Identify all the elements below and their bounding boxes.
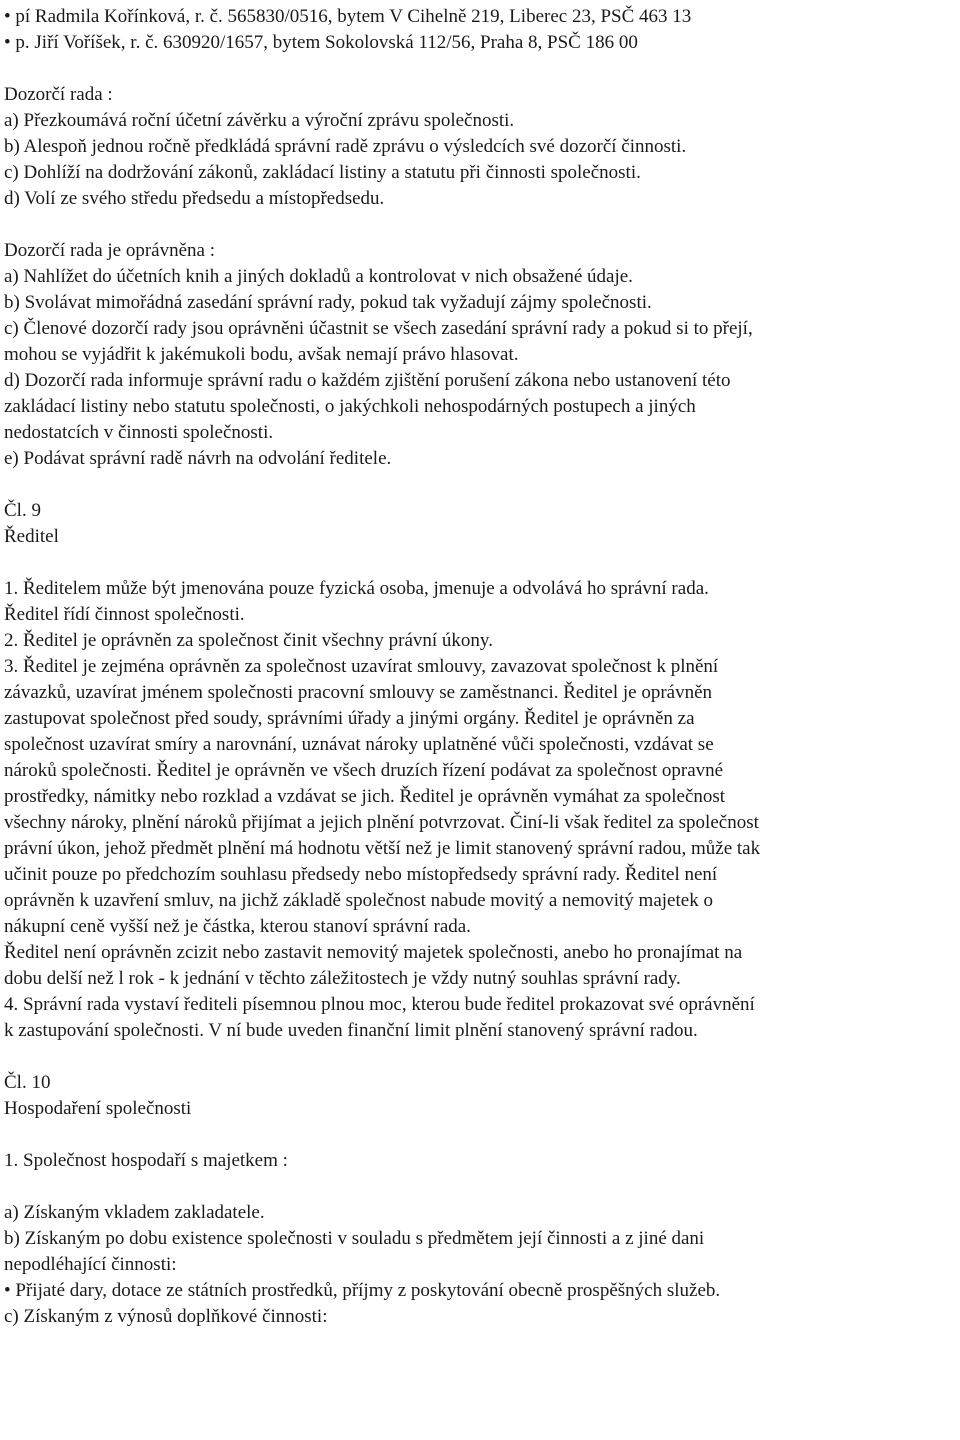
paragraph-line: dobu delší než l rok - k jednání v těchto záležitostech je vždy nutný souhlas správní rady. <box>4 968 681 989</box>
paragraph-line: b) Získaným po dobu existence společnosti v souladu s předmětem její činnosti a z jiné dani <box>4 1228 705 1249</box>
paragraph-line: 1. Společnost hospodaří s majetkem : <box>4 1150 288 1171</box>
paragraph-line: • Přijaté dary, dotace ze státních prostředků, příjmy z poskytování obecně prospěšných služeb. <box>4 1280 721 1301</box>
paragraph-line: c) Dohlíží na dodržování zákonů, zakládací listiny a statutu při činnosti společnosti. <box>4 162 641 183</box>
paragraph-line: nároků společnosti. Ředitel je oprávněn ve všech druzích řízení podávat za společnost opravné <box>4 760 724 781</box>
paragraph-line: nákupní ceně vyšší než je částka, kterou stanoví správní rada. <box>4 916 471 937</box>
paragraph-line: učinit pouze po předchozím souhlasu předsedy nebo místopředsedy správní rady. Ředitel není <box>4 864 718 885</box>
paragraph-line: b) Alespoň jednou ročně předkládá správní radě zprávu o výsledcích své dozorčí činnosti. <box>4 136 687 157</box>
section-heading-board-rights: Dozorčí rada je oprávněna : <box>4 240 216 261</box>
paragraph-line: mohou se vyjádřit k jakémukoli bodu, avšak nemají právo hlasovat. <box>4 344 519 365</box>
paragraph-line: Ředitel není oprávněn zcizit nebo zastavit nemovitý majetek společnosti, anebo ho pronajímat na <box>4 942 743 963</box>
paragraph-line: e) Podávat správní radě návrh na odvolání ředitele. <box>4 448 392 469</box>
paragraph-line: zakládací listiny nebo statutu společnosti, o jakýchkoli nehospodárných postupech a jiných <box>4 396 696 417</box>
paragraph-line: společnost uzavírat smíry a narovnání, uznávat nároky uplatněné vůči společnosti, vzdávat se <box>4 734 714 755</box>
paragraph-line: všechny nároky, plnění nároků přijímat a jejich plnění potvrzovat. Činí-li však ředitel za společnost <box>4 812 759 833</box>
paragraph-line: oprávněn k uzavření smluv, na jichž základě společnost nabude movitý a nemovitý majetek o <box>4 890 713 911</box>
member-list-item: • p. Jiří Voříšek, r. č. 630920/1657, bytem Sokolovská 112/56, Praha 8, PSČ 186 00 <box>4 32 638 53</box>
paragraph-line: zastupovat společnost před soudy, správními úřady a jinými orgány. Ředitel je oprávněn za <box>4 708 695 729</box>
paragraph-line: a) Přezkoumává roční účetní závěrku a výroční zprávu společnosti. <box>4 110 515 131</box>
article-title: Hospodaření společnosti <box>4 1098 192 1119</box>
article-number: Čl. 9 <box>4 500 41 521</box>
paragraph-line: d) Dozorčí rada informuje správní radu o každém zjištění porušení zákona nebo ustanovení této <box>4 370 731 391</box>
paragraph-line: c) Členové dozorčí rady jsou oprávněni účastnit se všech zasedání správní rady a pokud si to přejí, <box>4 318 753 339</box>
paragraph-line: Ředitel řídí činnost společnosti. <box>4 604 245 625</box>
paragraph-line: nepodléhající činnosti: <box>4 1254 177 1275</box>
paragraph-line: 1. Ředitelem může být jmenována pouze fyzická osoba, jmenuje a odvolává ho správní rada. <box>4 578 709 599</box>
paragraph-line: prostředky, námitky nebo rozklad a vzdávat se jich. Ředitel je oprávněn vymáhat za společnost <box>4 786 726 807</box>
paragraph-line: 2. Ředitel je oprávněn za společnost činit všechny právní úkony. <box>4 630 493 651</box>
paragraph-line: závazků, uzavírat jménem společnosti pracovní smlouvy se zaměstnanci. Ředitel je oprávněn <box>4 682 713 703</box>
section-heading-supervisory-board: Dozorčí rada : <box>4 84 113 105</box>
paragraph-line: c) Získaným z výnosů doplňkové činnosti: <box>4 1306 328 1327</box>
paragraph-line: nedostatcích v činnosti společnosti. <box>4 422 274 443</box>
member-list-item: • pí Radmila Kořínková, r. č. 565830/0516, bytem V Cihelně 219, Liberec 23, PSČ 463 13 <box>4 6 692 27</box>
paragraph-line: a) Nahlížet do účetních knih a jiných dokladů a kontrolovat v nich obsažené údaje. <box>4 266 633 287</box>
article-title: Ředitel <box>4 526 59 547</box>
paragraph-line: a) Získaným vkladem zakladatele. <box>4 1202 265 1223</box>
paragraph-line: 3. Ředitel je zejména oprávněn za společnost uzavírat smlouvy, zavazovat společnost k plnění <box>4 656 719 677</box>
paragraph-line: d) Volí ze svého středu předsedu a místopředsedu. <box>4 188 385 209</box>
paragraph-line: k zastupování společnosti. V ní bude uveden finanční limit plnění stanovený správní radou. <box>4 1020 698 1041</box>
article-number: Čl. 10 <box>4 1072 51 1093</box>
paragraph-line: 4. Správní rada vystaví řediteli písemnou plnou moc, kterou bude ředitel prokazovat své oprávnění <box>4 994 755 1015</box>
paragraph-line: právní úkon, jehož předmět plnění má hodnotu větší než je limit stanovený správní radou, může tak <box>4 838 761 859</box>
paragraph-line: b) Svolávat mimořádná zasedání správní rady, pokud tak vyžadují zájmy společnosti. <box>4 292 652 313</box>
